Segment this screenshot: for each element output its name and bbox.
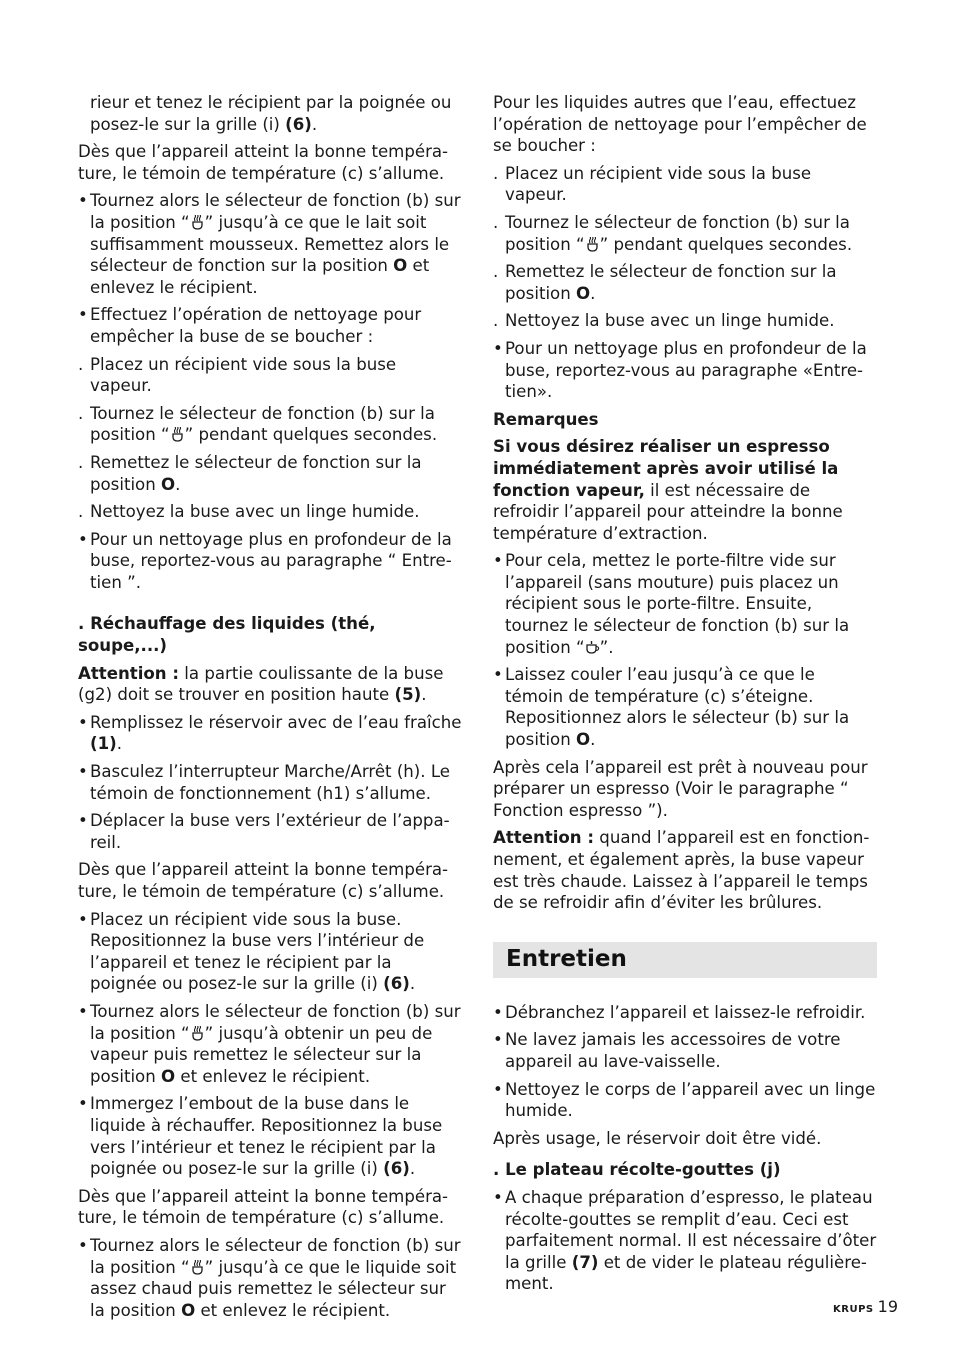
section-title-bar <box>493 942 877 978</box>
steam-symbol-icon <box>190 1026 205 1041</box>
sub-list-item: . Tournez le sélecteur de fonction (b) sur la position “ ” pendant quelques secondes. <box>78 403 438 445</box>
sub-list-item: . Placez un récipient vide sous la buse vapeur. <box>493 163 812 205</box>
list-item: • A chaque préparation d’espresso, le plateau récolte-gouttes se remplit d’eau. Ceci est parfaitement normal. Il est nécessaire d’ôter la grille (7) et de vider le plateau régulière-ment. <box>493 1187 877 1294</box>
paragraph: Si vous désirez réaliser un espresso immédiatement après avoir utilisé la fonction vapeur, il est nécessaire de refroidir l’appareil pour atteindre la bonne température d’extraction. <box>493 437 843 543</box>
list-item: • Nettoyez le corps de l’appareil avec un linge humide. <box>493 1079 876 1121</box>
page-footer <box>833 1296 898 1321</box>
sub-list-item: . Remettez le sélecteur de fonction sur la position O. <box>493 262 837 303</box>
bullet-icon: • <box>78 1094 88 1114</box>
paragraph: rieur et tenez le récipient par la poignée ou posez-le sur la grille (i) (6). <box>90 93 452 134</box>
sub-list-item: . Nettoyez la buse avec un linge humide. <box>493 311 835 331</box>
list-item: • Tournez alors le sélecteur de fonction (b) sur la position “ ” jusqu’à ce que le lait soit suffisamment mousseux. Remettez alors le sélecteur de fonction sur la position O et enlevez le récipient. <box>78 191 461 297</box>
bullet-icon: • <box>493 665 503 685</box>
list-item: • Basculez l’interrupteur Marche/Arrêt (h). Le témoin de fonctionnement (h1) s’allume. <box>78 762 450 803</box>
bullet-icon: • <box>493 1030 503 1050</box>
list-item: • Pour cela, mettez le porte-filtre vide sur l’appareil (sans mouture) puis placez un récipient sous le porte-filtre. Ensuite, tournez le sélecteur de fonction (b) sur la position “ ”. <box>493 551 850 657</box>
steam-symbol-icon <box>190 215 205 230</box>
list-item: • Effectuez l’opération de nettoyage pour empêcher la buse de se boucher : <box>78 305 422 346</box>
steam-symbol-icon <box>585 237 600 252</box>
steam-symbol-icon <box>170 427 185 442</box>
list-item: • Pour un nettoyage plus en profondeur de la buse, reportez-vous au paragraphe «Entre-tien». <box>493 338 867 402</box>
list-item: • Pour un nettoyage plus en profondeur de la buse, reportez-vous au paragraphe “ Entre-tien ”. <box>78 529 452 592</box>
page-number: 19 <box>877 1297 898 1316</box>
bullet-icon: • <box>493 1079 503 1099</box>
paragraph: Pour les liquides autres que l’eau, effectuez l’opération de nettoyage pour l’empêcher de se boucher : <box>493 93 867 156</box>
paragraph: Après cela l’appareil est prêt à nouveau pour préparer un espresso (Voir le paragraphe “ Fonction espresso ”). <box>493 757 868 820</box>
paragraph: Dès que l’appareil atteint la bonne tempéra-ture, le témoin de température (c) s’allume. <box>78 860 449 901</box>
steam-symbol-icon <box>190 1260 205 1275</box>
sub-list-item: . Tournez le sélecteur de fonction (b) sur la position “ ” pendant quelques secondes. <box>493 212 853 254</box>
bullet-icon: • <box>78 305 88 325</box>
remarks-heading: Remarques <box>493 409 599 429</box>
section-title: Entretien <box>506 945 627 972</box>
bullet-icon: • <box>78 811 88 831</box>
sub-list-item: . Remettez le sélecteur de fonction sur la position O. <box>78 452 422 494</box>
bullet-icon: • <box>493 1002 503 1022</box>
paragraph: Dès que l’appareil atteint la bonne tempéra-ture, le témoin de température (c) s’allume. <box>78 142 449 183</box>
bullet-icon: • <box>78 191 88 211</box>
list-item: • Débranchez l’appareil et laissez-le refroidir. <box>493 1002 866 1022</box>
sub-list-item: . Nettoyez la buse avec un linge humide. <box>78 502 420 522</box>
bullet-icon: • <box>78 712 88 732</box>
list-item: • Placez un récipient vide sous la buse. Repositionnez la buse vers l’intérieur de l’appareil et tenez le récipient par la poignée ou posez-le sur la grille (i) (6). <box>78 909 425 994</box>
paragraph: Dès que l’appareil atteint la bonne tempéra-ture, le témoin de température (c) s’allume. <box>78 1186 449 1228</box>
list-item: • Tournez alors le sélecteur de fonction (b) sur la position “ ” jusqu’à obtenir un peu de vapeur puis remettez le sélecteur sur la position O et enlevez le récipient. <box>78 1001 461 1086</box>
coffee-cup-icon <box>585 640 600 655</box>
bullet-icon: • <box>493 338 503 358</box>
bullet-icon: • <box>78 1235 88 1255</box>
right-column <box>493 92 877 1301</box>
list-item: • Laissez couler l’eau jusqu’à ce que le témoin de température (c) s’éteigne. Repositionnez alors le sélecteur (b) sur la position O. <box>493 665 850 750</box>
bullet-icon: • <box>493 551 503 571</box>
bullet-icon: • <box>493 1187 503 1207</box>
attention-note: Attention : la partie coulissante de la buse (g2) doit se trouver en position haute (5). <box>78 663 444 705</box>
sub-list-item: . Placez un récipient vide sous la buse vapeur. <box>78 354 397 396</box>
brand-logo: KRUPS <box>833 1304 874 1315</box>
attention-note: Attention : quand l’appareil est en fonction-nement, et également après, la buse vapeur est très chaude. Laissez à l’appareil le temps de se refroidir afin d’éviter les brûlures. <box>493 828 870 913</box>
section-heading: . Réchauffage des liquides (thé, soupe,...) <box>78 614 376 656</box>
bullet-icon: • <box>78 762 88 782</box>
list-item: • Ne lavez jamais les accessoires de votre appareil au lave-vaisselle. <box>493 1030 841 1071</box>
list-item: • Remplissez le réservoir avec de l’eau fraîche (1). <box>78 712 462 754</box>
left-column <box>78 92 463 1327</box>
bullet-icon: • <box>78 529 88 549</box>
bullet-icon: • <box>78 909 88 929</box>
section-heading: . Le plateau récolte-gouttes (j) <box>493 1160 781 1180</box>
bullet-icon: • <box>78 1001 88 1021</box>
list-item: • Immergez l’embout de la buse dans le liquide à réchauffer. Repositionnez la buse vers l’intérieur et tenez le récipient par la poignée ou posez-le sur la grille (i) (6). <box>78 1094 443 1179</box>
list-item: • Tournez alors le sélecteur de fonction (b) sur la position “ ” jusqu’à ce que le liquide soit assez chaud puis remettez le sélecteur sur la position O et enlevez le récipient. <box>78 1235 461 1320</box>
paragraph: Après usage, le réservoir doit être vidé. <box>493 1128 822 1148</box>
list-item: • Déplacer la buse vers l’extérieur de l’appa-reil. <box>78 811 450 852</box>
